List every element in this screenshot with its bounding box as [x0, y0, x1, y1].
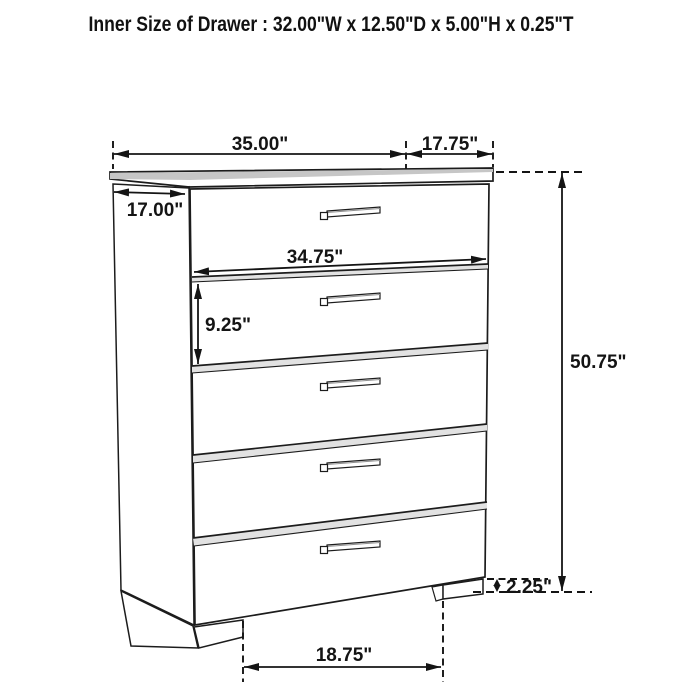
arrow-up — [493, 579, 500, 586]
dim-overall-height — [473, 172, 627, 592]
dim-side-depth-label: 17.00" — [126, 200, 184, 221]
dim-overall-height-label: 50.75" — [570, 352, 627, 373]
dim-leg-spacing-label: 18.75" — [315, 645, 373, 666]
dim-top-width — [113, 134, 406, 169]
dim-base-height — [487, 577, 552, 598]
dim-top-width-label: 35.00" — [231, 134, 289, 155]
chest-drawing — [110, 168, 493, 648]
dim-top-depth — [407, 134, 493, 167]
side-panel — [113, 184, 194, 625]
dim-base-height-label: 2.25" — [506, 577, 552, 598]
diagram-title: Inner Size of Drawer : 32.00"W x 12.50"D x 5.00"H x 0.25"T — [88, 13, 574, 36]
dim-leg-spacing — [243, 601, 443, 682]
dim-drawer-height-label: 9.25" — [205, 315, 251, 336]
dim-drawer-width-label: 34.75" — [286, 247, 344, 268]
arrow-down — [493, 585, 500, 592]
right-leg-side-face — [432, 585, 443, 601]
dim-top-depth-label: 17.75" — [421, 134, 479, 155]
